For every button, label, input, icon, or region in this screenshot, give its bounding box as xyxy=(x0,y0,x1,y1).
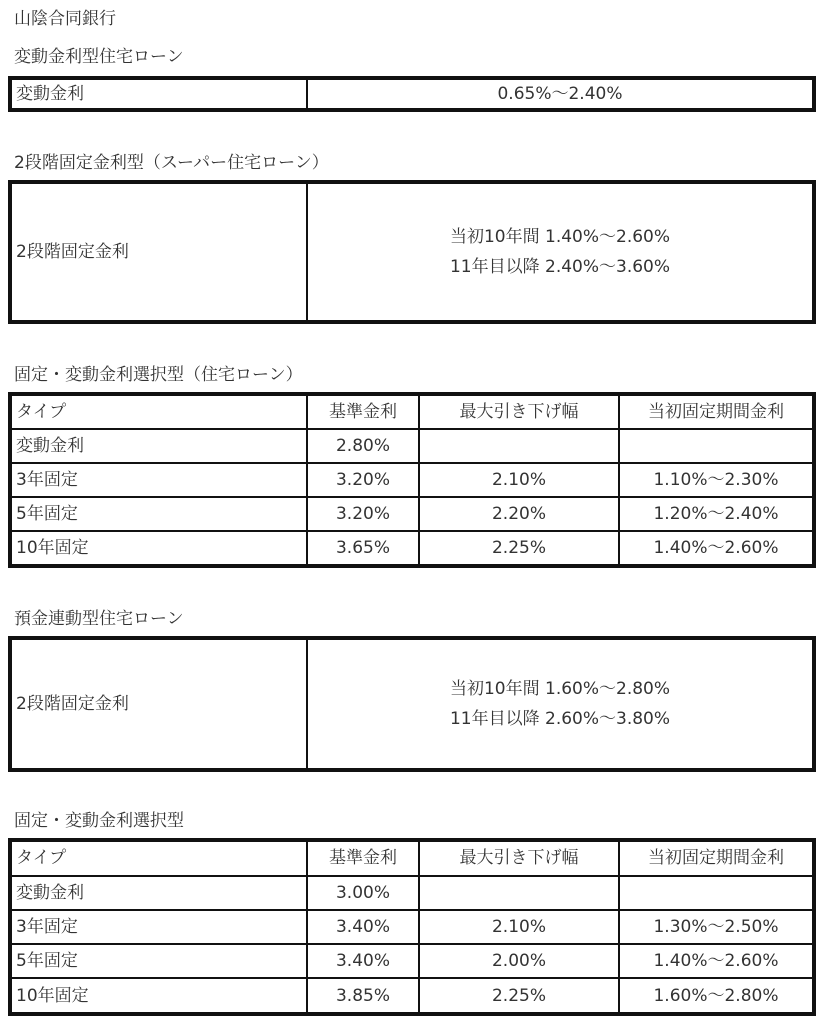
rate-value-cell xyxy=(307,182,814,322)
cell-type: 変動金利 xyxy=(10,876,307,910)
cell-base-rate: 3.65% xyxy=(307,531,419,566)
cell-type: 10年固定 xyxy=(10,978,307,1014)
table-row xyxy=(10,497,814,531)
two-stage-rate-table xyxy=(8,180,816,324)
section-title-fixed-variable: 固定・変動金利選択型 xyxy=(14,811,184,831)
table-row xyxy=(10,876,814,910)
table-header-row xyxy=(10,394,814,429)
cell-max-discount: 2.25% xyxy=(419,531,619,566)
header-base-rate: 基準金利 xyxy=(307,840,419,876)
fixed-variable-table-2 xyxy=(8,838,816,1016)
table-row xyxy=(10,910,814,944)
cell-initial-rate xyxy=(619,429,814,463)
section-title-variable-loan: 変動金利型住宅ローン xyxy=(14,47,184,67)
table-row xyxy=(10,182,814,322)
cell-type: 5年固定 xyxy=(10,497,307,531)
cell-type: 3年固定 xyxy=(10,910,307,944)
header-max-discount: 最大引き下げ幅 xyxy=(419,840,619,876)
rate-type-label: 2段階固定金利 xyxy=(10,638,307,770)
cell-base-rate: 3.20% xyxy=(307,463,419,497)
cell-base-rate: 3.00% xyxy=(307,876,419,910)
table-row xyxy=(10,531,814,566)
cell-type: 3年固定 xyxy=(10,463,307,497)
later-period-rate: 11年目以降 2.40%～3.60% xyxy=(449,257,671,277)
table-row xyxy=(10,78,814,110)
table-row xyxy=(10,463,814,497)
cell-max-discount xyxy=(419,876,619,910)
table-row xyxy=(10,429,814,463)
rate-type-label: 2段階固定金利 xyxy=(10,182,307,322)
cell-initial-rate: 1.40%～2.60% xyxy=(619,531,814,566)
cell-base-rate: 3.40% xyxy=(307,944,419,978)
header-base-rate: 基準金利 xyxy=(307,394,419,429)
cell-type: 10年固定 xyxy=(10,531,307,566)
section-title-two-stage-super: 2段階固定金利型（スーパー住宅ローン） xyxy=(14,153,329,173)
cell-max-discount xyxy=(419,429,619,463)
cell-max-discount: 2.10% xyxy=(419,463,619,497)
rate-type-label: 変動金利 xyxy=(10,78,307,110)
section-title-deposit-linked: 預金連動型住宅ローン xyxy=(14,609,184,629)
header-type: タイプ xyxy=(10,394,307,429)
cell-base-rate: 3.20% xyxy=(307,497,419,531)
cell-max-discount: 2.25% xyxy=(419,978,619,1014)
bank-name: 山陰合同銀行 xyxy=(14,9,116,29)
cell-type: 変動金利 xyxy=(10,429,307,463)
table-row xyxy=(10,944,814,978)
cell-max-discount: 2.20% xyxy=(419,497,619,531)
cell-max-discount: 2.10% xyxy=(419,910,619,944)
table-row xyxy=(10,638,814,770)
cell-initial-rate: 1.10%～2.30% xyxy=(619,463,814,497)
cell-base-rate: 3.40% xyxy=(307,910,419,944)
deposit-linked-rate-table xyxy=(8,636,816,772)
rate-value-cell xyxy=(307,638,814,770)
fixed-variable-table-1 xyxy=(8,392,816,568)
initial-period-rate: 当初10年間 1.40%～2.60% xyxy=(449,227,671,247)
header-initial-fixed-rate: 当初固定期間金利 xyxy=(619,840,814,876)
cell-initial-rate: 1.40%～2.60% xyxy=(619,944,814,978)
cell-initial-rate: 1.30%～2.50% xyxy=(619,910,814,944)
header-initial-fixed-rate: 当初固定期間金利 xyxy=(619,394,814,429)
header-type: タイプ xyxy=(10,840,307,876)
cell-initial-rate: 1.60%～2.80% xyxy=(619,978,814,1014)
cell-max-discount: 2.00% xyxy=(419,944,619,978)
initial-period-rate: 当初10年間 1.60%～2.80% xyxy=(449,679,671,699)
later-period-rate: 11年目以降 2.60%～3.80% xyxy=(449,709,671,729)
cell-initial-rate: 1.20%～2.40% xyxy=(619,497,814,531)
table-row xyxy=(10,978,814,1014)
cell-type: 5年固定 xyxy=(10,944,307,978)
cell-base-rate: 2.80% xyxy=(307,429,419,463)
table-header-row xyxy=(10,840,814,876)
cell-initial-rate xyxy=(619,876,814,910)
header-max-discount: 最大引き下げ幅 xyxy=(419,394,619,429)
section-title-fixed-variable-housing: 固定・変動金利選択型（住宅ローン） xyxy=(14,365,303,385)
variable-rate-table xyxy=(8,76,816,112)
rate-value: 0.65%～2.40% xyxy=(307,78,814,110)
cell-base-rate: 3.85% xyxy=(307,978,419,1014)
